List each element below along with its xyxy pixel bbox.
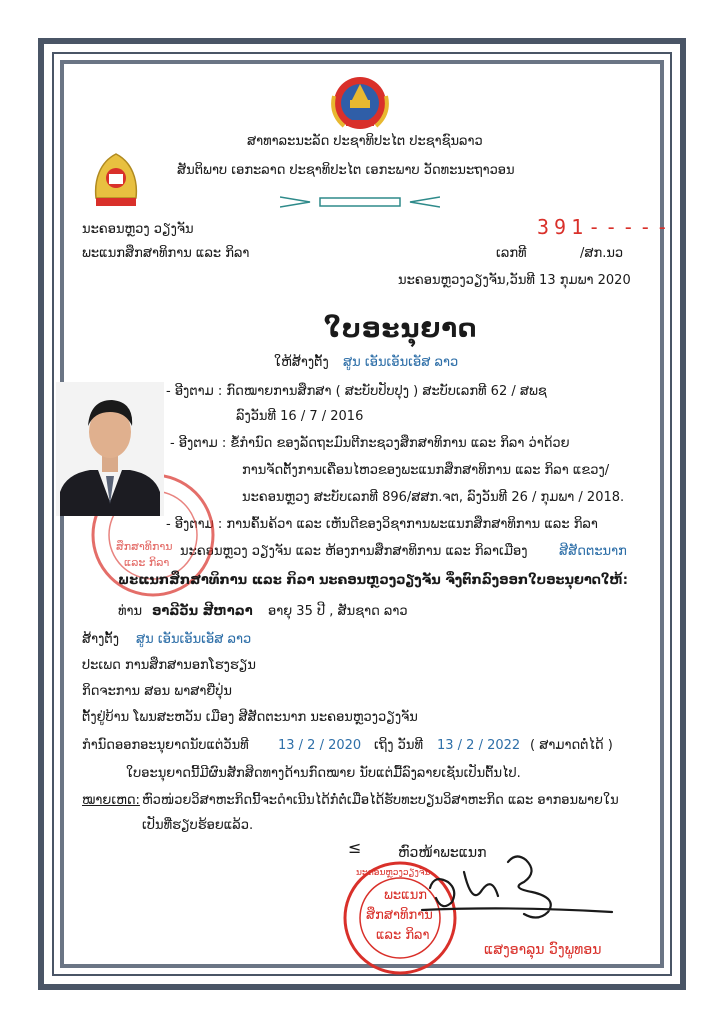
holder-name: ອາລີວັນ ສີຫາລາ (152, 604, 253, 619)
reference-1-line-1: - ອີງຕາມ : ກົດໝາຍການສຶກສາ ( ສະບັບປັບປຸງ ) ສະບັບເລກທີ 62 / ສພຊ (166, 384, 547, 399)
lao-national-emblem-icon (328, 74, 392, 132)
issuer-department: ພະແນກສຶກສາທິການ ແລະ ກິລາ (82, 246, 250, 261)
validity-prefix: ກຳນົດອອກອະນຸຍາດນັບແຕ່ວັນທີ (82, 738, 249, 753)
right-stamp-text-2: ສຶກສາທິການ (366, 908, 433, 923)
signature-tick: ≤ (348, 838, 362, 857)
reference-1-line-2: ລົງວັນທີ 16 / 7 / 2016 (236, 409, 364, 424)
holder-prefix: ທ່ານ (118, 604, 143, 619)
reference-2-line-1: - ອີງຕາມ : ຂໍ້ກຳນົດ ຂອງລັດຖະມົນຕີກະຊວງສຶກສາທິການ ແລະ ກິລາ ວ່າດ້ວຍ (170, 436, 570, 451)
id-photo (56, 382, 164, 516)
found-value: ສູນ ເອັນເອັນເອັສ ລາວ (136, 632, 252, 647)
right-stamp-top-text: ນະຄອນຫຼວງວຽງຈັນ (356, 868, 431, 878)
validity-from: 13 / 2 / 2020 (278, 738, 362, 753)
subtitle-prefix: ໃຫ້ສ້າງຕັ້ງ (274, 355, 329, 370)
issue-date: ນະຄອນຫຼວງວຽງຈັນ,ວັນທີ 13 ກຸມພາ 2020 (398, 273, 631, 288)
motto-heading: ສັນຕິພາບ ເອກະລາດ ປະຊາທິປະໄຕ ເອກະພາບ ວັດທະນະຖາວອນ (177, 163, 515, 178)
note-label: ໝາຍເຫດ: (82, 793, 140, 808)
republic-heading: ສາທາລະນະລັດ ປະຊາທິປະໄຕ ປະຊາຊົນລາວ (247, 134, 483, 149)
legal-effect: ໃບອະນຸຍາດນີ້ມີຜົນສັກສິດທາງດ້ານກົດໝາຍ ນັບແຕ່ມື້ລົງລາຍເຊັນເປັນຕົ້ນໄປ. (126, 766, 521, 781)
type-line: ປະເພດ ການສຶກສານອກໂຮງຮຽນ (82, 658, 256, 673)
signer-name: ແສງອາລຸນ ວົງພູທອນ (484, 942, 602, 958)
subtitle-center-name: ສູນ ເອັນເອັນເອັສ ລາວ (343, 355, 459, 370)
education-ministry-emblem-icon (92, 152, 140, 210)
right-stamp-text-1: ພະແນກ (384, 888, 427, 903)
activity-line: ກິດຈະການ ສອນ ພາສາຍີ່ປຸ່ນ (82, 684, 232, 699)
document-title: ໃບອະນຸຍາດ (324, 314, 478, 344)
reference-2-line-2: ການຈັດຕັ້ງການເຄື່ອນໄຫວຂອງພະແນກສຶກສາທິການ ແລະ ກິລາ ແຂວງ/ (242, 463, 610, 478)
left-stamp-text-1: ສຶກສາທິການ (116, 540, 173, 553)
validity-suffix: ( ສາມາດຕໍ່ໄດ້ ) (530, 738, 613, 753)
number-suffix: /ສກ.ນວ (580, 246, 624, 261)
note-line-2: ເປັນທີ່ຮຽບຮ້ອຍແລ້ວ. (142, 818, 254, 833)
decision-statement: ພະແນກສຶກສາທິການ ແລະ ກິລາ ນະຄອນຫຼວງວຽງຈັນ ຈຶ່ງຕົກລົງອອກໃບອະນຸຍາດໃຫ້: (118, 573, 629, 588)
validity-mid: ເຖິງ ວັນທີ (374, 738, 423, 753)
holder-details: ອາຍຸ 35 ປີ , ສັນຊາດ ລາວ (268, 604, 408, 619)
found-label: ສ້າງຕັ້ງ (82, 632, 120, 647)
issuer-city: ນະຄອນຫຼວງ ວຽງຈັນ (82, 222, 194, 237)
reference-3-line-1: - ອີງຕາມ : ການຄົ້ນຄ້ວາ ແລະ ເຫັນດີຂອງວິຊາການພະແນກສຶກສາທິການ ແລະ ກິລາ (166, 517, 598, 532)
number-label: ເລກທີ (496, 246, 527, 261)
left-stamp-text-2: ແລະ ກິລາ (124, 556, 170, 569)
validity-to: 13 / 2 / 2022 (437, 738, 521, 753)
reference-2-line-3: ນະຄອນຫຼວງ ສະບັບເລກທີ 896/ສສກ.ຈຕ, ລົງວັນທີ 26 / ກຸມພາ / 2018. (242, 490, 625, 505)
document-number: 391----- (537, 215, 674, 239)
handwritten-signature-icon (412, 832, 624, 924)
signatory-role: ຫົວໜ້າພະແນກ (398, 845, 487, 861)
reference-3-district: ສີສັດຕະນາກ (559, 544, 627, 559)
note-line-1: ຫົວໜ່ວຍວິສາຫະກິດນີ້ຈະດຳເນີນໄດ້ກໍ່ຕໍ່ເມື່ອໄດ້ຮັບທະບຽນວິສາຫະກິດ ແລະ ອາກອນພາຍໃນ (142, 793, 619, 808)
location-line: ຕັ້ງຢູ່ບ້ານ ໂພນສະຫວັນ ເມືອງ ສີສັດຕະນາກ ນະຄອນຫຼວງວຽງຈັນ (82, 710, 418, 725)
ornament-divider (280, 195, 440, 209)
right-stamp-text-3: ແລະ ກິລາ (376, 928, 430, 943)
reference-3-line-2: ນະຄອນຫຼວງ ວຽງຈັນ ແລະ ຫ້ອງການສຶກສາທິການ ແລະ ກິລາເມືອງ (180, 544, 528, 559)
